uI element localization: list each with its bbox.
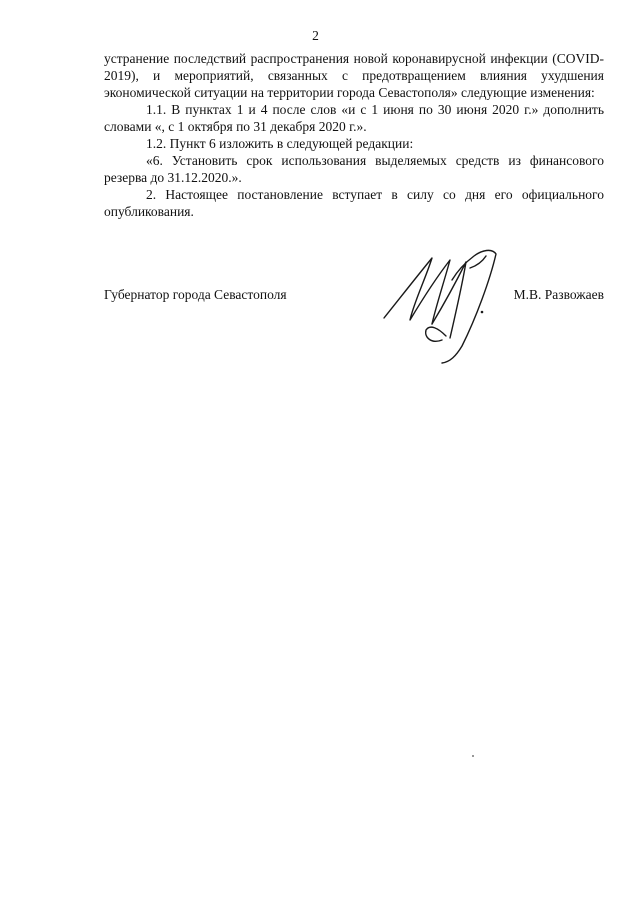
signatory-title: Губернатор города Севастополя	[104, 287, 287, 302]
paragraph-2: 2. Настоящее постановление вступает в силу со дня его официального опубликования.	[104, 187, 604, 219]
signatory-name: М.В. Развожаев	[513, 287, 604, 302]
paragraph-1-1: 1.1. В пунктах 1 и 4 после слов «и с 1 июня по 30 июня 2020 г.» дополнить словами «, с 1 октября по 31 декабря 2020 г.».	[104, 102, 604, 134]
page-number: 2	[312, 28, 319, 43]
paragraph-continuation: устранение последствий распространения новой коронавирусной инфекции (COVID-2019), и мероприятий, связанных с предотвращением влияния ухудшения экономической ситуации на территории города Севастополя» следующие изменения:	[104, 51, 604, 100]
scan-speck	[472, 755, 474, 757]
paragraph-quoted-item-6: «6. Установить срок использования выделяемых средств из финансового резерва до 31.12.2020.».	[104, 153, 604, 185]
paragraph-1-2: 1.2. Пункт 6 изложить в следующей редакции:	[146, 136, 414, 151]
document-body	[104, 50, 604, 220]
signature-block	[104, 286, 604, 306]
